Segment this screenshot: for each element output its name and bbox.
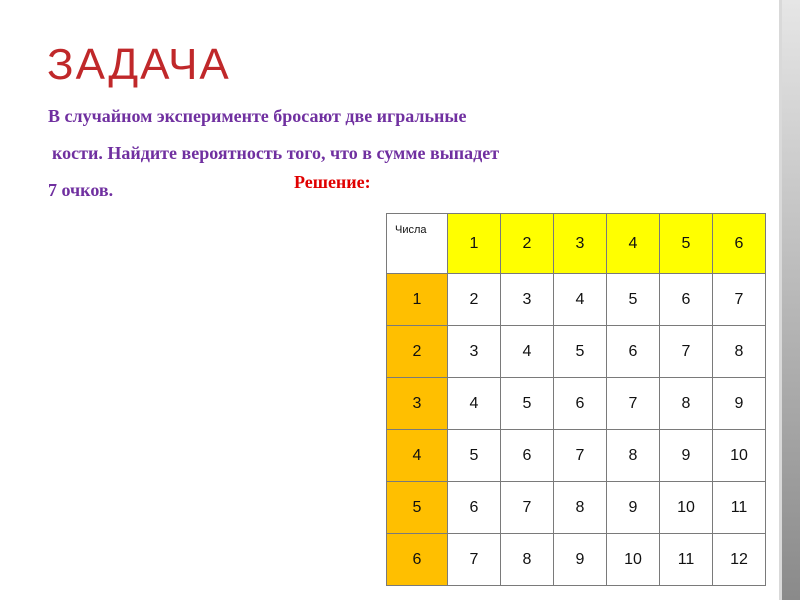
solution-label: Решение: — [294, 172, 371, 192]
decorative-side-bar — [782, 0, 800, 600]
table-cell: 7 — [501, 482, 554, 534]
table-cell: 7 — [660, 326, 713, 378]
table-header-row — [387, 214, 766, 274]
table-cell: 11 — [713, 482, 766, 534]
problem-line-1: В случайном эксперименте бросают две игральные — [48, 106, 467, 126]
table-cell: 6 — [501, 430, 554, 482]
problem-text — [48, 98, 499, 209]
table-cell: 8 — [554, 482, 607, 534]
table-cell: 7 — [607, 378, 660, 430]
table-cell: 2 — [448, 274, 501, 326]
table-cell: 7 — [448, 534, 501, 586]
table-row — [387, 274, 766, 326]
column-header: 1 — [448, 214, 501, 274]
table-cell: 9 — [554, 534, 607, 586]
table-cell: 9 — [607, 482, 660, 534]
column-header: 2 — [501, 214, 554, 274]
row-header: 4 — [387, 430, 448, 482]
table-cell: 6 — [448, 482, 501, 534]
side-bar-stripe — [779, 0, 782, 600]
problem-line-2: кости. Найдите вероятность того, что в сумме выпадет — [52, 143, 500, 163]
table-cell: 6 — [660, 274, 713, 326]
table-cell: 4 — [448, 378, 501, 430]
table-cell: 9 — [660, 430, 713, 482]
table-cell: 11 — [660, 534, 713, 586]
row-header: 3 — [387, 378, 448, 430]
table-cell: 10 — [660, 482, 713, 534]
problem-line-3: 7 очков. — [48, 180, 114, 200]
dice-sum-table — [386, 213, 766, 586]
row-header: 6 — [387, 534, 448, 586]
table-row — [387, 482, 766, 534]
table-cell: 9 — [713, 378, 766, 430]
table-row — [387, 534, 766, 586]
table-cell: 8 — [501, 534, 554, 586]
row-header: 2 — [387, 326, 448, 378]
row-header: 5 — [387, 482, 448, 534]
table-cell: 4 — [554, 274, 607, 326]
row-header: 1 — [387, 274, 448, 326]
table-cell: 12 — [713, 534, 766, 586]
table-cell: 4 — [501, 326, 554, 378]
slide-title: ЗАДАЧА — [47, 40, 231, 89]
table-cell: 5 — [554, 326, 607, 378]
table-cell: 3 — [501, 274, 554, 326]
table-cell: 10 — [713, 430, 766, 482]
column-header: 6 — [713, 214, 766, 274]
table-cell: 8 — [660, 378, 713, 430]
column-header: 4 — [607, 214, 660, 274]
table-cell: 8 — [607, 430, 660, 482]
table-cell: 10 — [607, 534, 660, 586]
table-row — [387, 430, 766, 482]
table-cell: 8 — [713, 326, 766, 378]
table-cell: 6 — [607, 326, 660, 378]
table-cell: 7 — [713, 274, 766, 326]
table-corner-label: Числа — [387, 214, 448, 274]
table-cell: 6 — [554, 378, 607, 430]
table-cell: 7 — [554, 430, 607, 482]
table-cell: 5 — [607, 274, 660, 326]
table-cell: 3 — [448, 326, 501, 378]
table-row — [387, 326, 766, 378]
table-cell: 5 — [501, 378, 554, 430]
table-cell: 5 — [448, 430, 501, 482]
column-header: 5 — [660, 214, 713, 274]
table-row — [387, 378, 766, 430]
column-header: 3 — [554, 214, 607, 274]
